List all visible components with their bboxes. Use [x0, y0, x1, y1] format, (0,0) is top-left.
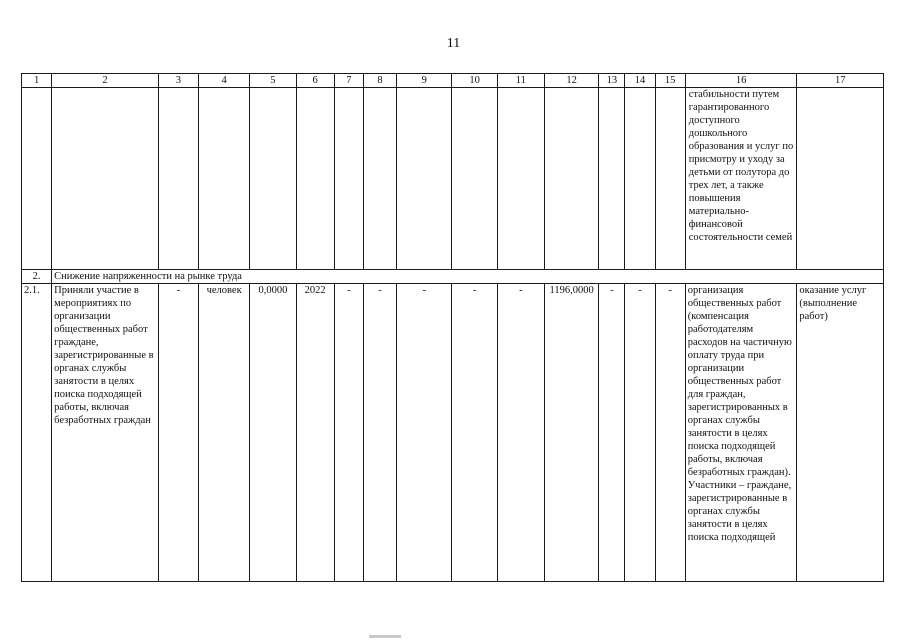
table-cell — [544, 88, 598, 270]
section-row — [22, 270, 884, 284]
section-title: Снижение напряженности на рынке труда — [52, 270, 884, 284]
header-cell: 13 — [599, 74, 625, 88]
table-row — [22, 284, 884, 582]
header-cell: 9 — [397, 74, 452, 88]
table-cell: - — [452, 284, 497, 582]
table-cell: - — [655, 284, 685, 582]
header-cell: 6 — [296, 74, 334, 88]
table-cell: - — [599, 284, 625, 582]
item-number: 2.1. — [22, 284, 52, 582]
table-cell: - — [363, 284, 396, 582]
header-cell: 12 — [544, 74, 598, 88]
program-table — [21, 73, 884, 582]
result-description-continuation: стабильности путем гарантированного доступного дошкольного образования и услуг по присмотру и уходу за детьми от полутора до трех лет, а также повышения материально-финансовой состоятельности семей — [685, 88, 797, 270]
header-cell: 10 — [452, 74, 497, 88]
table-cell — [452, 88, 497, 270]
section-number: 2. — [22, 270, 52, 284]
table-cell — [797, 88, 884, 270]
table-cell: - — [334, 284, 363, 582]
table-cell — [655, 88, 685, 270]
table-cell — [497, 88, 544, 270]
service-type: оказание услуг (выполнение работ) — [797, 284, 884, 582]
header-cell: 4 — [199, 74, 250, 88]
table-cell — [250, 88, 296, 270]
table-cell — [363, 88, 396, 270]
table-cell — [625, 88, 655, 270]
table-cell — [334, 88, 363, 270]
result-description: организация общественных работ (компенсация работодателям расходов на частичную оплату труда при организации общественных работ для граждан, зарегистрированных в органах службы занятости в целях поиска подходящей работы, включая безработных граждан). Участники – граждане, зарегистрированные в органах службы занятости в целях поиска подходящей — [685, 284, 797, 582]
unit-cell: человек — [199, 284, 250, 582]
header-cell: 5 — [250, 74, 296, 88]
base-value-cell: 0,0000 — [250, 284, 296, 582]
indicator-name: Приняли участие в мероприятиях по организации общественных работ граждане, зарегистрированные в органах службы занятости в целях поиска подходящей работы, включая безработных граждан — [52, 284, 159, 582]
value-cell: 1196,0000 — [544, 284, 598, 582]
table-cell: - — [397, 284, 452, 582]
header-cell: 11 — [497, 74, 544, 88]
table-cell — [397, 88, 452, 270]
header-cell: 7 — [334, 74, 363, 88]
header-cell: 3 — [158, 74, 198, 88]
table-cell — [22, 88, 52, 270]
scan-mark — [369, 635, 401, 638]
table-cell: - — [158, 284, 198, 582]
continuation-row — [22, 88, 884, 270]
header-cell: 2 — [52, 74, 159, 88]
table-cell — [599, 88, 625, 270]
header-cell: 15 — [655, 74, 685, 88]
table-cell — [52, 88, 159, 270]
header-cell: 14 — [625, 74, 655, 88]
table-cell — [296, 88, 334, 270]
header-cell: 1 — [22, 74, 52, 88]
page-number: 11 — [446, 36, 461, 51]
table-cell — [158, 88, 198, 270]
table-cell — [199, 88, 250, 270]
table-cell: - — [625, 284, 655, 582]
column-number-row — [22, 74, 884, 88]
header-cell: 8 — [363, 74, 396, 88]
year-cell: 2022 — [296, 284, 334, 582]
table-cell: - — [497, 284, 544, 582]
header-cell: 17 — [797, 74, 884, 88]
header-cell: 16 — [685, 74, 797, 88]
